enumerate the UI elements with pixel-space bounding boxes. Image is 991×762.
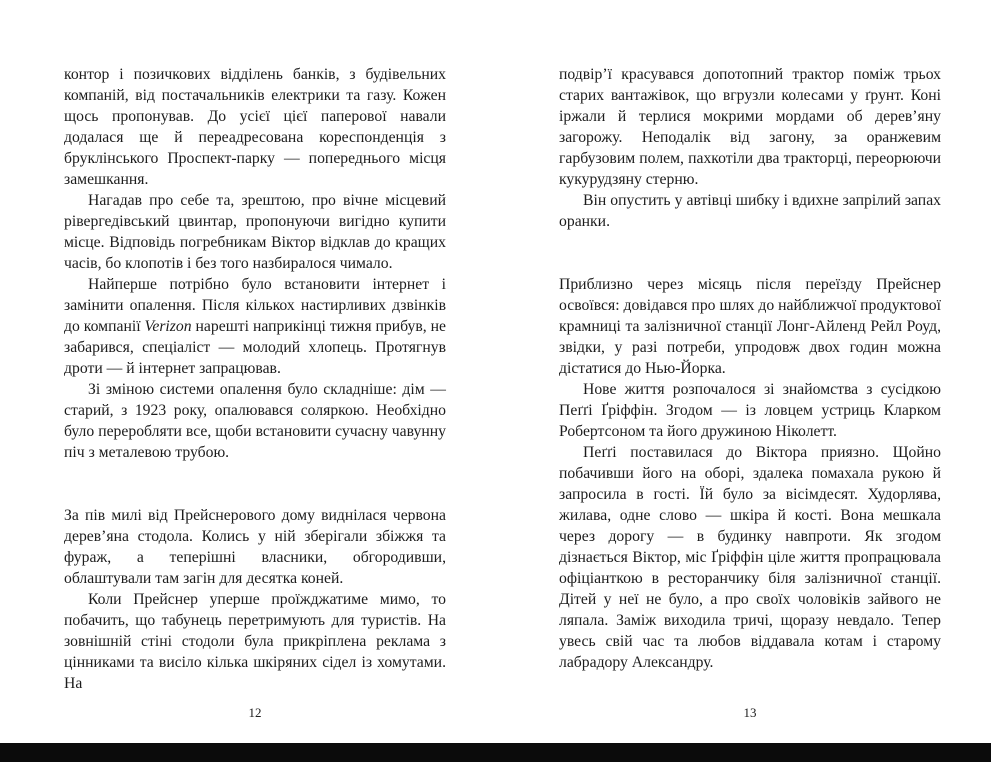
italic-company-name: Verizon [144,318,192,335]
page-left-text [64,64,446,694]
page-right [559,64,941,736]
page-left [64,64,446,736]
paragraph-text: Найперше потрібно було встановити інтернет і замінити опалення. Після кількох настирливих дзвінків до компанії [64,276,446,335]
paragraph-section-start: За пів милі від Прейснерового дому виднілася червона дерев’яна стодола. Колись у ній зберігали збіжжя та фураж, а теперішні власники, обгородивши, облаштували там загін для десятка коней. [64,507,446,587]
paragraph [64,274,446,379]
paragraph: подвір’ї красувався допотопний трактор поміж трьох старих вантажівок, що вгрузли колесами у ґрунт. Коні іржали й терлися мокрими мордами об дерев’яну загорожу. Неподалік від загону, за оранжевим гарбузовим полем, пахкотіли два тракторці, переорюючи кукурудзяну стерню. [559,66,941,188]
page-number-left: 12 [248,705,262,720]
paragraph: Зі зміною системи опалення було складніше: дім — старий, з 1923 року, опалювався соляркою. Необхідно було переробляти все, щоби встановити сучасну чавунну піч з металевою трубою. [64,381,446,461]
paragraph: Нове життя розпочалося зі знайомства з сусідкою Пеґґі Ґріффін. Згодом — із ловцем устриць Кларком Робертсоном та його дружиною Ніколетт. [559,381,941,440]
paragraph-section-start: Приблизно через місяць після переїзду Прейснер освоївся: довідався про шлях до найближчої продуктової крамниці та залізничної станції Лонг-Айленд Рейл Роуд, звідки, у разі потреби, упродовж двох годин можна дістатися до Нью-Йорка. [559,276,941,377]
paragraph: Пеґґі поставилася до Віктора приязно. Щойно побачивши його на оборі, здалека помахала рукою й запросила в гості. Їй було за вісімдесят. Худорлява, жилава, одне слово — шкіра й кості. Вона мешкала через дорогу — в будинку навпроти. Як згодом дізнається Віктор, міс Ґріффін ціле життя пропрацювала офіціанткою в ресторанчику біля залізничної станції. Дітей у неї не було, а про своїх чоловіків зайвого не ляпала. Заміж виходила тричі, щоразу невдало. Тепер увесь свій час та любов віддавала котам і старому лабрадору Александру. [559,444,941,671]
page-right-text [559,64,941,673]
paragraph-text: нарешті наприкінці тижня прибув, не забарився, спеціаліст — молодий хлопець. Протягнув дроти — й інтернет запрацював. [64,318,446,377]
bottom-bar [0,743,991,762]
page-number-right: 13 [743,705,757,720]
paragraph: Коли Прейснер уперше проїжджатиме мимо, то побачить, що табунець перетримують для туристів. На зовнішній стіні стодоли була прикріплена реклама з цінниками та висіло кілька шкіряних сідел із хомутами. На [64,591,446,692]
paragraph: Він опустить у автівці шибку і вдихне запрілий запах оранки. [559,192,941,230]
paragraph: Нагадав про себе та, зрештою, про вічне місцевий рівергедівський цвинтар, пропонуючи вигідно купити місце. Відповідь погребникам Віктор відклав до кращих часів, бо клопотів і без того назбиралося чимало. [64,192,446,272]
paragraph: контор і позичкових відділень банків, з будівельних компаній, від постачальників електрики та газу. Кожен щось пропонував. До усієї цієї паперової навали додалася ще й переадресована кореспонденція з бруклінського Проспект-парку — попереднього місця замешкання. [64,66,446,188]
